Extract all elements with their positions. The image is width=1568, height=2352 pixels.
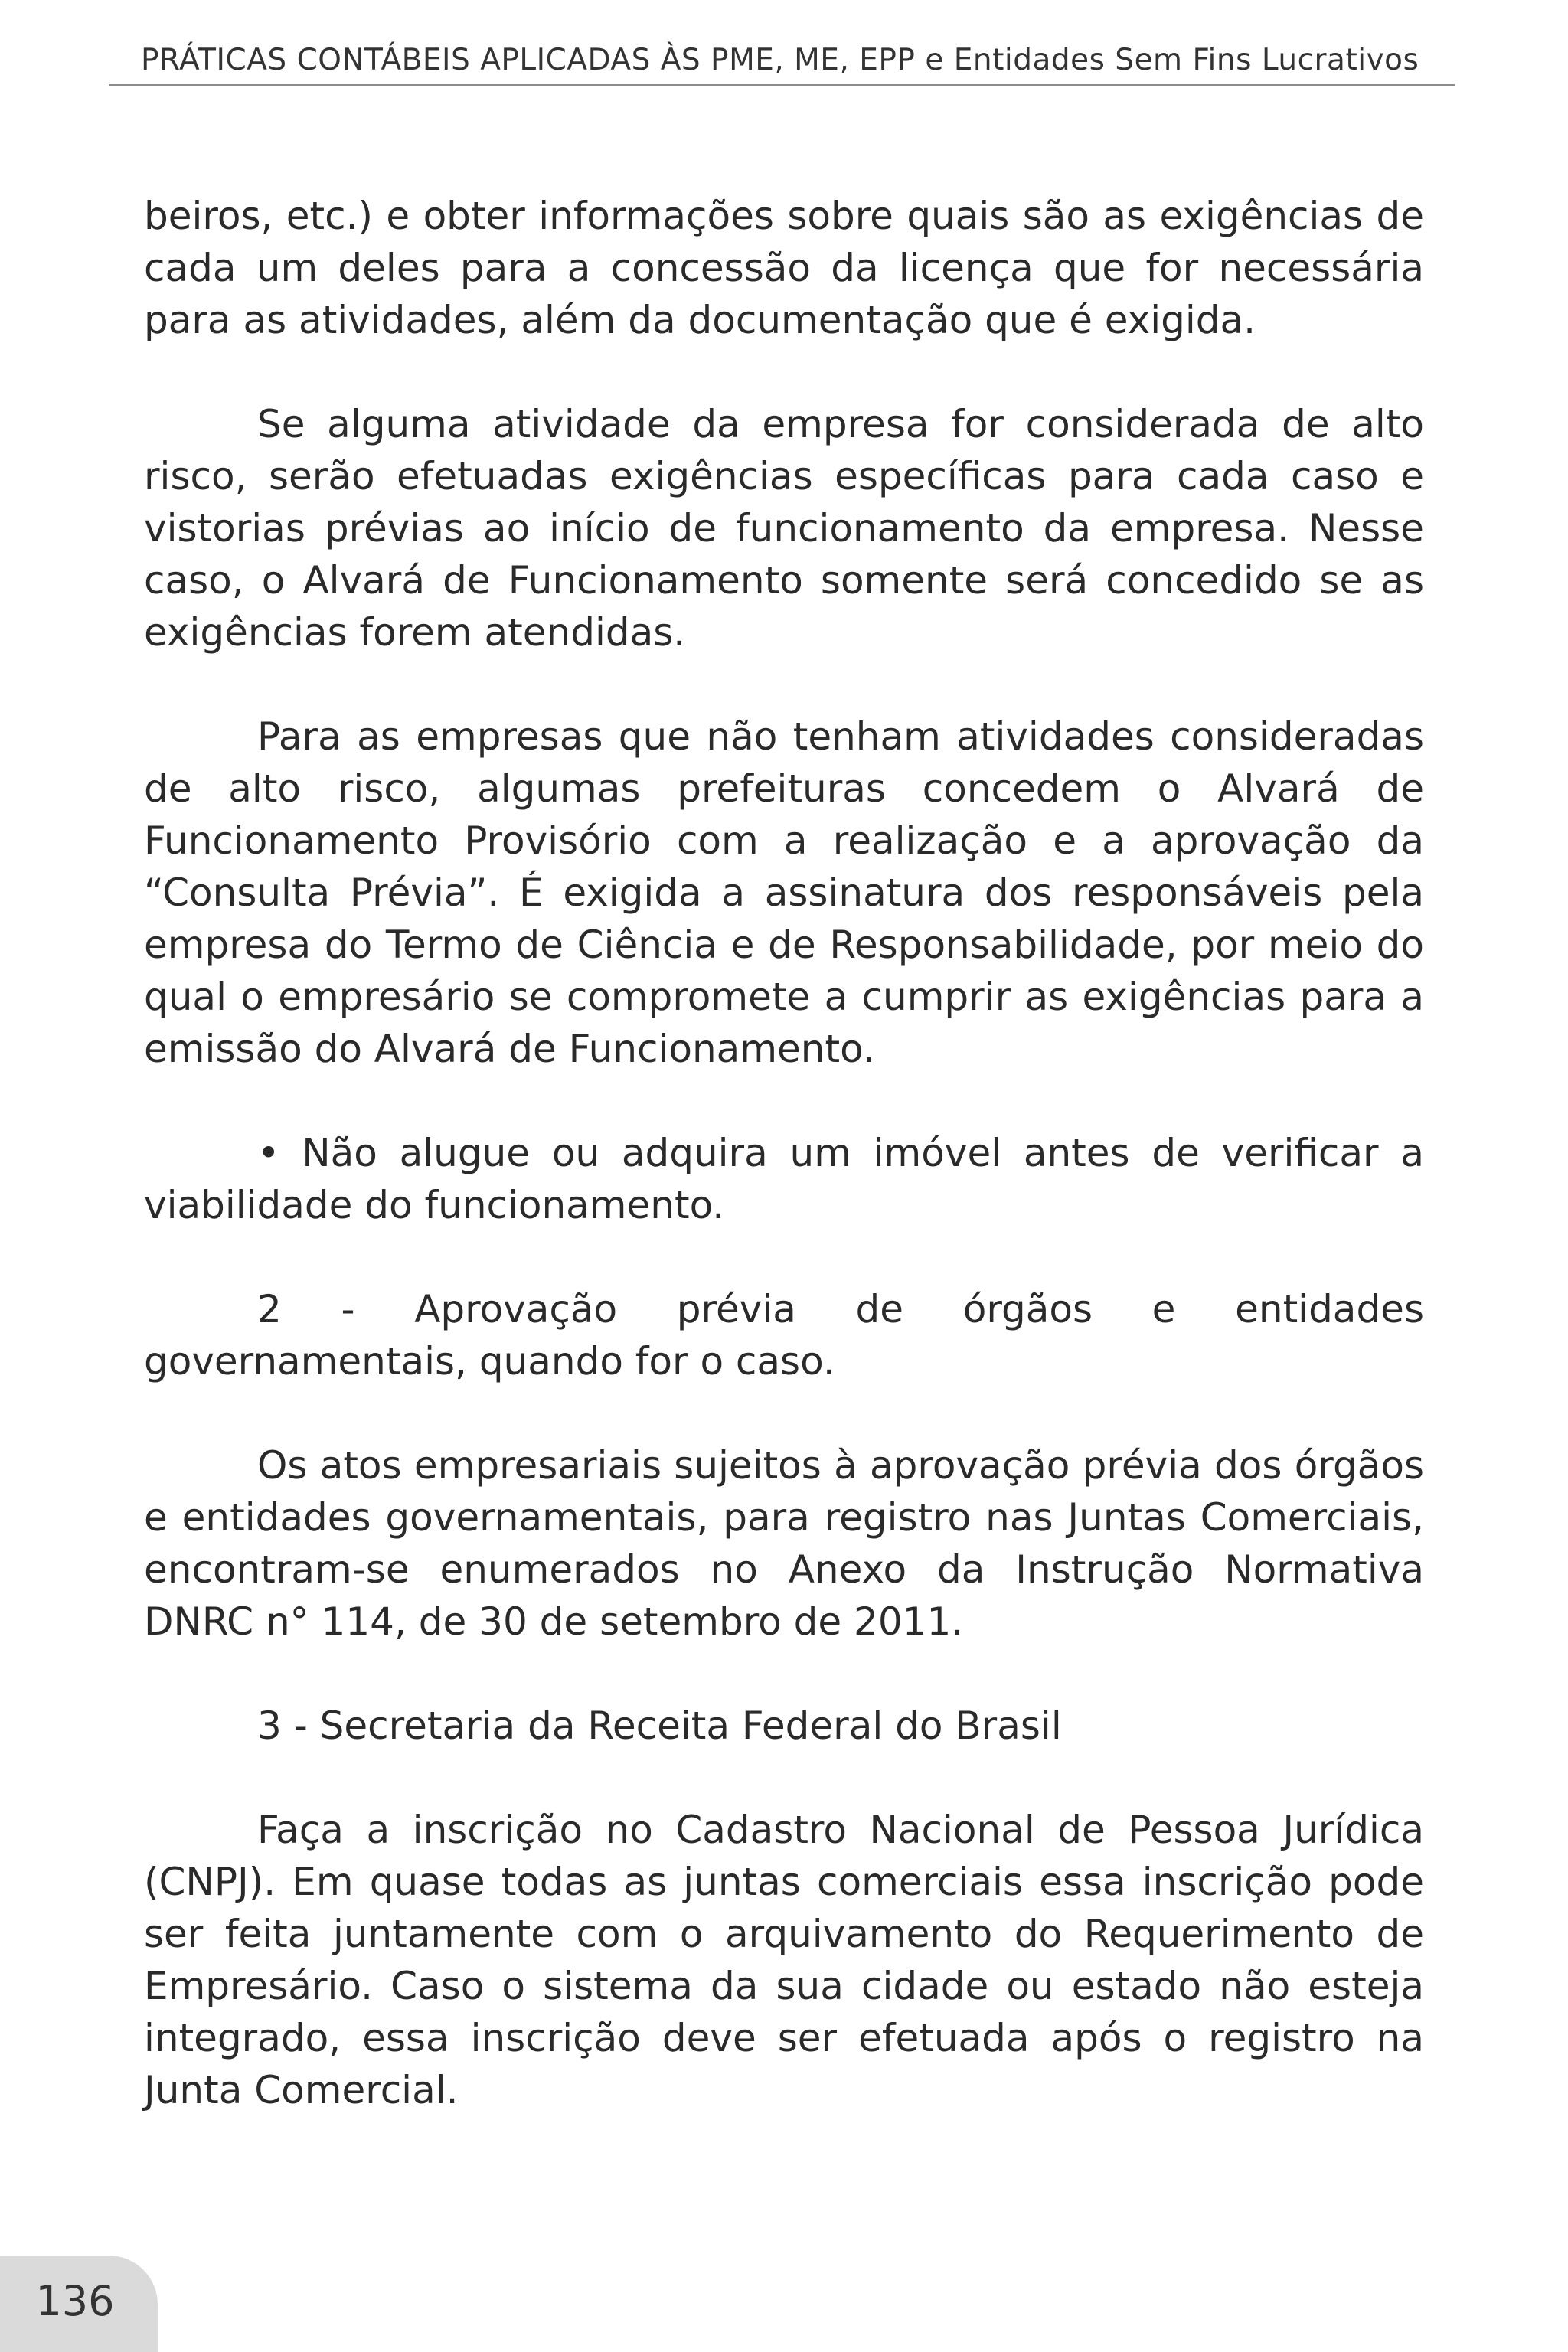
body-text xyxy=(144,190,1424,2168)
paragraph-provisional-permit: Para as empresas que não tenham atividades consideradas de alto risco, algumas prefeituras concedem o Alvará de Funcionamento Provisório com a realização e a aprovação da “Consulta Prévia”. É exigida a assinatura dos responsáveis pela empresa do Termo de Ciência e de Responsabilidade, por meio do qual o empresário se compromete a cumprir as exigências para a emissão do Alvará de Funcionamento. xyxy=(144,714,1424,1071)
page-number: 136 xyxy=(35,2277,115,2325)
running-header: PRÁTICAS CONTÁBEIS APLICADAS ÀS PME, ME, EPP e Entidades Sem Fins Lucrativos xyxy=(141,43,1419,77)
section-heading-receita-federal: 3 - Secretaria da Receita Federal do Brasil xyxy=(257,1704,1062,1748)
section-heading-prior-approval: 2 - Aprovação prévia de órgãos e entidades governamentais, quando for o caso. xyxy=(144,1287,1424,1383)
paragraph-continuation: beiros, etc.) e obter informações sobre quais são as exigências de cada um deles para a concessão da licença que for necessária para as atividades, além da documentação que é exigida. xyxy=(144,194,1424,342)
header-divider xyxy=(109,84,1455,86)
paragraph-high-risk: Se alguma atividade da empresa for considerada de alto risco, serão efetuadas exigências específicas para cada caso e vistorias prévias ao início de funcionamento da empresa. Nesse caso, o Alvará de Funcionamento somente será concedido se as exigências forem atendidas. xyxy=(144,402,1424,655)
paragraph-cnpj: Faça a inscrição no Cadastro Nacional de Pessoa Jurídica (CNPJ). Em quase todas as juntas comerciais essa inscrição pode ser feita juntamente com o arquivamento do Requerimento de Empresário. Caso o sistema da sua cidade ou estado não esteja integrado, essa inscrição deve ser efetuada após o registro na Junta Comercial. xyxy=(144,1808,1424,2112)
bullet-property-advice: • Não alugue ou adquira um imóvel antes de verificar a viabilidade do funcionamento. xyxy=(144,1131,1424,1227)
paragraph-business-acts: Os atos empresariais sujeitos à aprovação prévia dos órgãos e entidades governamentais, para registro nas Juntas Comerciais, encontram-se enumerados no Anexo da Instrução Normativa DNRC n° 114, de 30 de setembro de 2011. xyxy=(144,1443,1424,1644)
